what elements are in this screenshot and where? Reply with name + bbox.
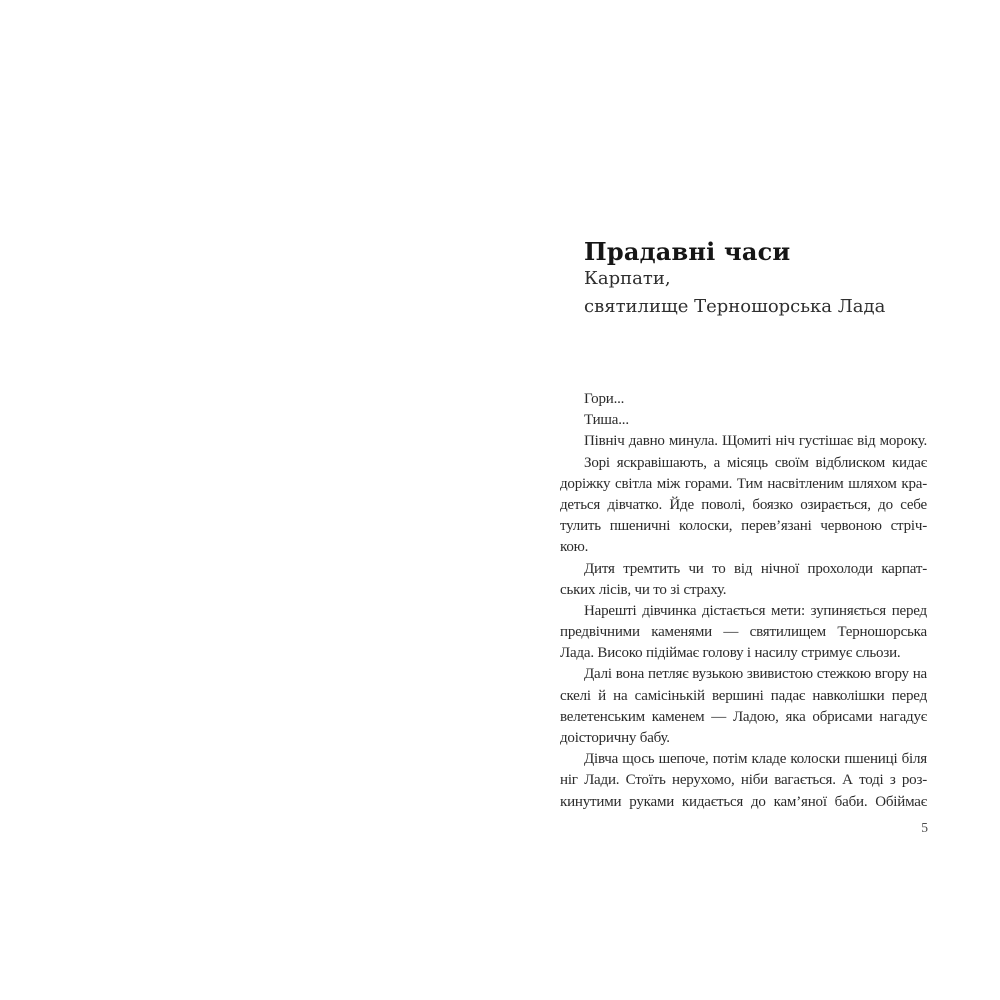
text-line: Північ давно минула. Щомиті ніч густішає від мороку. <box>584 433 927 450</box>
text-line: скелі й на самісінькій вершині падає навколішки перед <box>560 687 927 704</box>
page-number: 5 <box>921 820 928 835</box>
text-line: велетенським каменем — Ладою, яка обрисами нагадує <box>560 708 927 725</box>
text-line: Нарешті дівчинка дістається мети: зупиняється перед <box>584 602 927 619</box>
text-line: Гори... <box>584 391 625 407</box>
text-line: деться дівчатко. Йде поволі, боязко озирається, до себе <box>560 496 927 513</box>
text-line: ських лісів, чи то зі страху. <box>560 581 727 598</box>
chapter-subtitle-line-1: Карпати, <box>584 268 671 289</box>
text-line: доісторичну бабу. <box>560 730 670 746</box>
text-line: Лада. Високо підіймає голову і насилу стримує сльози. <box>560 645 901 662</box>
text-line: тулить пшеничні колоски, перев’язані червоною стріч- <box>560 518 927 535</box>
text-line: кою. <box>560 539 589 556</box>
text-line: Дівча щось шепоче, потім кладе колоски пшениці біля <box>584 751 927 768</box>
text-line: Тиша... <box>584 412 629 429</box>
text-line: кинутими руками кидається до кам’яної баби. Обіймає <box>560 793 927 810</box>
text-line: Зорі яскравішають, а місяць своїм відблиском кидає <box>584 454 927 471</box>
text-line: предвічними каменями — святилищем Терношорська <box>560 624 927 641</box>
body-text-column <box>560 389 927 813</box>
chapter-subtitle-line-2: святилище Терношорська Лада <box>584 296 886 317</box>
text-line: ніг Лади. Стоїть нерухомо, ніби вагається. А тоді з роз- <box>560 772 927 789</box>
chapter-subtitle <box>584 265 885 321</box>
text-line: Дитя тремтить чи то від нічної прохолоди карпат- <box>584 560 927 577</box>
text-line: Далі вона петляє вузькою звивистою стежкою вгору на <box>584 666 927 683</box>
text-line: доріжку світла між горами. Тим насвітленим шляхом кра- <box>560 475 927 492</box>
chapter-title: Прадавні часи <box>584 237 791 266</box>
